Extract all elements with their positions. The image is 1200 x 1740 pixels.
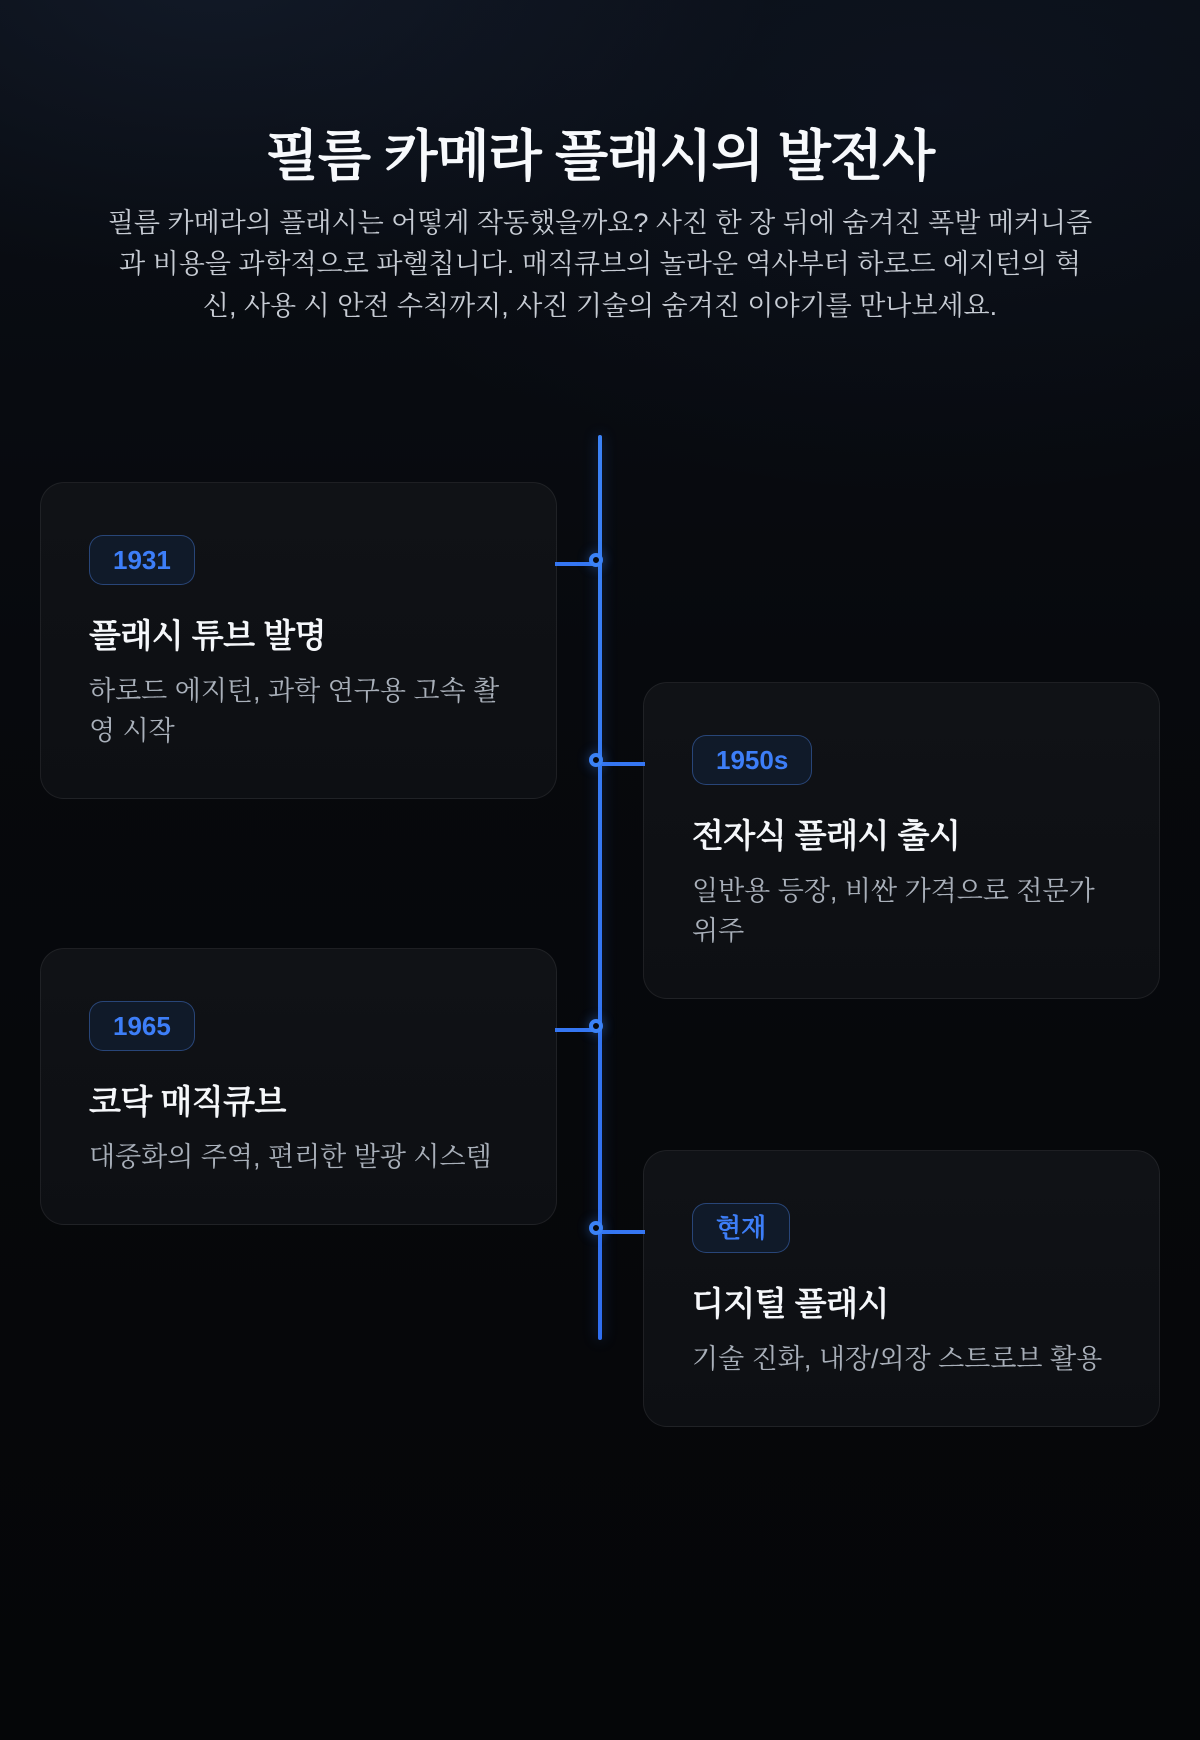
timeline-node-1931	[589, 553, 603, 567]
event-description: 하로드 에지턴, 과학 연구용 고속 촬영 시작	[89, 675, 500, 746]
timeline-card-1931	[40, 482, 557, 799]
event-description: 기술 진화, 내장/외장 스트로브 활용	[692, 1343, 1103, 1374]
timeline-card-present	[643, 1150, 1160, 1427]
period-badge: 1950s	[692, 735, 812, 785]
event-title: 코닥 매직큐브	[89, 1083, 286, 1120]
period-badge: 1965	[89, 1001, 195, 1051]
event-title: 플래시 튜브 발명	[89, 617, 326, 654]
page-subtitle: 필름 카메라의 플래시는 어떻게 작동했을까요? 사진 한 장 뒤에 숨겨진 폭발 메커니즘과 비용을 과학적으로 파헬칩니다. 매직큐브의 놀라운 역사부터 하로드 에지턴의 혁신, 사용 시 안전 수칙까지, 사진 기술의 숨겨진 이야기를 만나보세요.	[107, 208, 1093, 321]
timeline-card-1965	[40, 948, 557, 1225]
timeline-node-present	[589, 1221, 603, 1235]
event-title: 디지털 플래시	[692, 1285, 889, 1322]
period-badge: 1931	[89, 535, 195, 585]
event-title: 전자식 플래시 출시	[692, 817, 961, 854]
timeline-node-1965	[589, 1019, 603, 1033]
event-description: 일반용 등장, 비싼 가격으로 전문가 위주	[692, 875, 1095, 946]
timeline-connector-present	[600, 1230, 645, 1234]
page-title: 필름 카메라 플래시의 발전사	[265, 125, 935, 187]
timeline-card-1950s	[643, 682, 1160, 999]
period-badge: 현재	[692, 1203, 790, 1253]
timeline-axis-line	[598, 435, 602, 1340]
timeline-connector-1950s	[600, 762, 645, 766]
event-description: 대중화의 주역, 편리한 발광 시스템	[89, 1141, 492, 1172]
timeline-node-1950s	[589, 753, 603, 767]
